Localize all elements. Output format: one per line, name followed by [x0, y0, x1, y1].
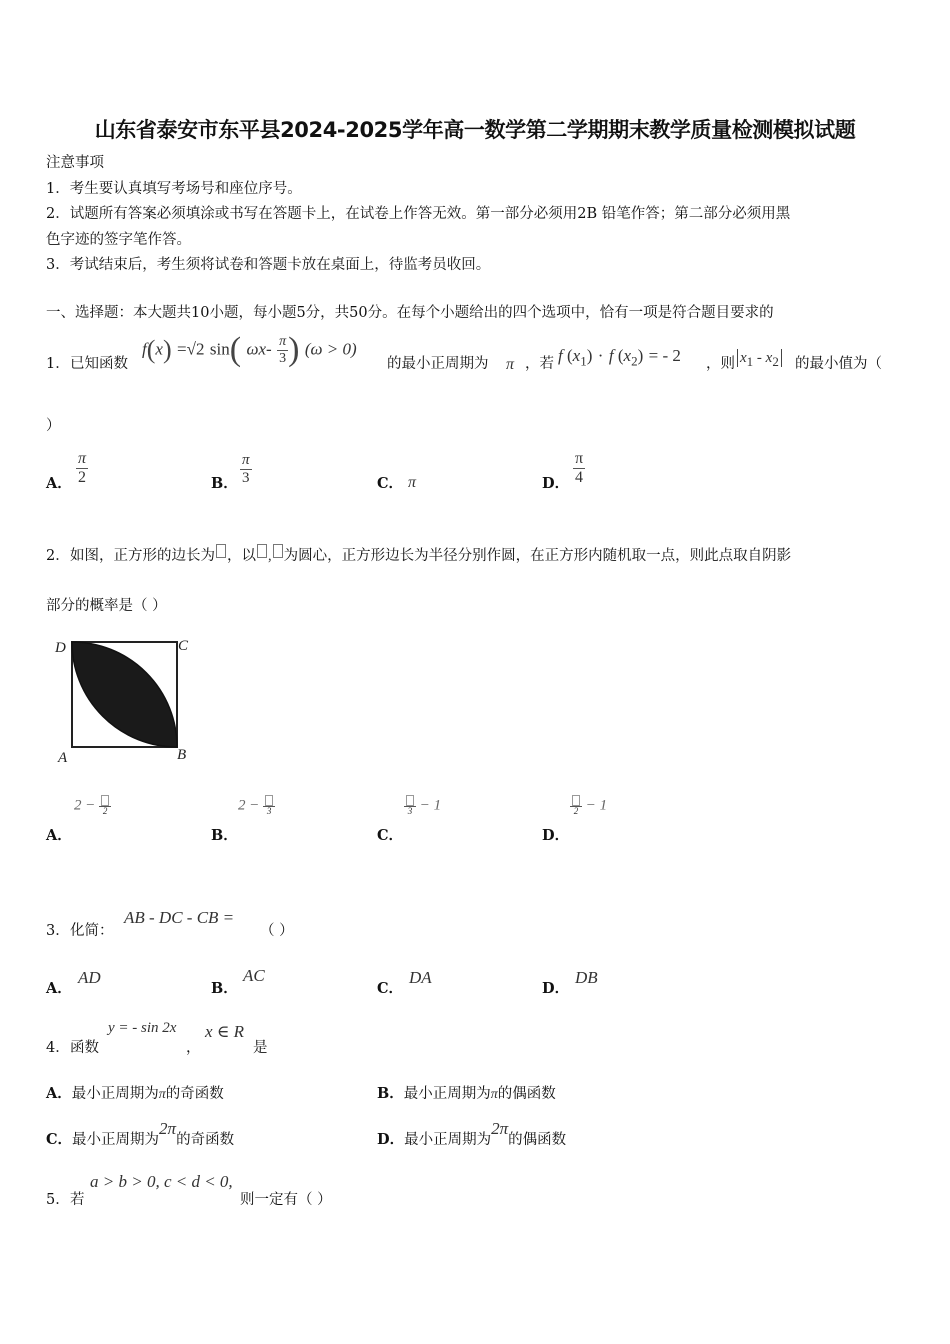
period-value: π	[506, 356, 515, 373]
option-a-value[interactable]: AD	[78, 968, 101, 987]
domain-expression: x ∈ R	[205, 1022, 245, 1041]
vertex-label-a: A	[58, 750, 68, 766]
option-b-label[interactable]: B．	[211, 980, 238, 997]
option-c-label[interactable]: C．	[377, 827, 404, 844]
option-c-value[interactable]: 3 − 1	[404, 795, 441, 817]
option-d-value[interactable]: $\frac{\pi}{4}$	[575, 450, 584, 486]
vector-expression: AB - DC - CB =	[124, 908, 235, 927]
option-a-value[interactable]: $\frac{\pi}{2}$	[78, 450, 87, 486]
option-b-label[interactable]: B．	[211, 827, 238, 844]
page-title: 山东省泰安市东平县2024-2025学年高一数学第二学期期末教学质量检测模拟试题	[94, 118, 856, 142]
option-c-label[interactable]: C．	[377, 475, 404, 492]
notice-item: 2．试题所有答案必须填涂或书写在答题卡上，在试卷上作答无效。第一部分必须用2B 铅笔作答；第二部分必须用黑	[46, 206, 791, 222]
question-text: ，则	[706, 356, 735, 372]
abs-diff-formula: $x_1 - x_2$	[735, 348, 784, 370]
option-a-label[interactable]: A．	[46, 475, 72, 492]
option-d-label[interactable]: D．	[542, 827, 570, 844]
option-b-label[interactable]: B．	[211, 475, 238, 492]
question-text: ，	[186, 1040, 201, 1056]
function-formula: f(x) =√2 sin( ωx- $\frac{\pi}{3}$ ) (ω > 0)	[142, 331, 357, 368]
question-number: 5．	[46, 1192, 70, 1208]
condition-formula: f $(x_1) \cdot f$ $(x_2)$ = - 2	[558, 346, 681, 369]
option-b-value[interactable]: AC	[243, 966, 265, 985]
section-heading: 一、选择题：本大题共10小题，每小题5分，共50分。在每个小题给出的四个选项中，恰有一项是符合题目要求的	[46, 305, 774, 321]
vertex-label-c: C	[178, 638, 189, 654]
question-number: 4．	[46, 1040, 70, 1056]
option-d-label[interactable]: D．	[542, 980, 570, 997]
notice-heading: 注意事项	[46, 155, 104, 171]
question-text: 如图，正方形的边长为 ，以 , 为圆心，正方形边长为半径分别作圆，在正方形内随机取一点，则此点取自阴影	[70, 544, 791, 565]
inequality-expression: a > b > 0, c < d < 0,	[90, 1172, 233, 1191]
shaded-lens	[72, 642, 177, 747]
option-c-label[interactable]: C．	[377, 980, 404, 997]
question-text: 若	[70, 1192, 85, 1208]
question-text: ）	[46, 418, 61, 434]
square-figure	[50, 632, 200, 767]
option-c-value[interactable]: DA	[409, 968, 432, 987]
question-text: 则一定有（ ）	[240, 1192, 332, 1208]
question-text: ，若	[525, 356, 554, 372]
notice-item: 色字迹的签字笔作答。	[46, 232, 191, 248]
option-b-value[interactable]: $\frac{\pi}{3}$	[242, 452, 250, 486]
vertex-label-b: B	[177, 747, 187, 763]
question-number: 1．	[46, 356, 70, 372]
option-b[interactable]: B．最小正周期为π的偶函数	[377, 1085, 556, 1102]
question-text: 的最小正周期为	[387, 356, 489, 372]
option-a-label[interactable]: A．	[46, 827, 72, 844]
question-text: 函数	[70, 1040, 99, 1056]
question-text: 部分的概率是（ ）	[46, 598, 167, 614]
option-d[interactable]: D．最小正周期为2π的偶函数	[377, 1119, 567, 1148]
question-text: （ ）	[260, 923, 294, 939]
option-b-value[interactable]: 2 − 3	[238, 795, 275, 817]
question-number: 3．	[46, 923, 70, 939]
option-a-value[interactable]: 2 − 2	[74, 795, 111, 817]
option-a[interactable]: A．最小正周期为π的奇函数	[46, 1085, 224, 1102]
notice-item: 1．考生要认真填写考场号和座位序号。	[46, 181, 302, 197]
option-c-value[interactable]: π	[408, 474, 417, 491]
option-d-label[interactable]: D．	[542, 475, 570, 492]
question-number: 2．	[46, 548, 70, 564]
question-text: 已知函数	[70, 356, 128, 372]
option-d-value[interactable]: 2 − 1	[570, 795, 607, 817]
question-text: 的最小值为（	[795, 356, 882, 372]
function-expression: y = - sin 2x	[108, 1020, 177, 1036]
question-text: 是	[253, 1040, 268, 1056]
option-a-label[interactable]: A．	[46, 980, 72, 997]
vertex-label-d: D	[55, 640, 66, 656]
option-d-value[interactable]: DB	[575, 968, 598, 987]
notice-item: 3．考试结束后，考生须将试卷和答题卡放在桌面上，待监考员收回。	[46, 257, 491, 273]
question-text: 化简：	[70, 923, 114, 939]
option-c[interactable]: C．最小正周期为2π的奇函数	[46, 1119, 235, 1148]
